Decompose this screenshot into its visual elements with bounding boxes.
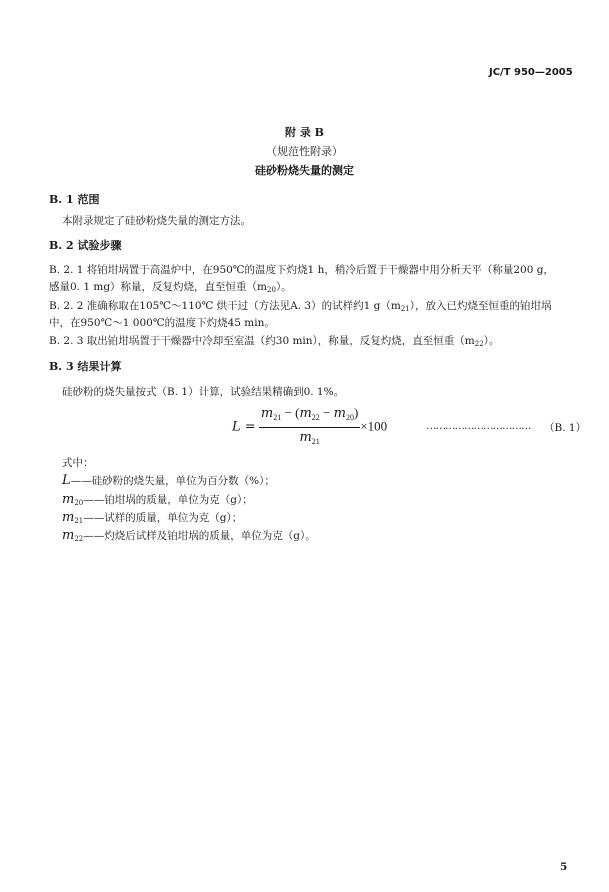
section-b1-body: 本附录规定了硅砂粉烧失量的测定方法。 xyxy=(62,215,251,227)
appendix-title: 附 录 B xyxy=(285,126,324,139)
clause-b23-line1: B. 2. 3 取出铂坩埚置于干燥器中冷却至室温（约30 min），称量，反复灼烧，直至恒重$(m_{22})$。 xyxy=(49,335,500,348)
section-b1-heading: B. 1 范围 xyxy=(49,193,100,206)
where-item: $m_{20}——$铂坩埚的质量，单位为克（g）； xyxy=(62,492,253,507)
clause-b22-line1: B. 2. 2 准确称取在105℃～110℃ 烘干过（方法见A. 3）的试样约1 $g(m_{21})$，放入已灼烧至恒重的铂坩埚 xyxy=(49,300,552,313)
section-b2-heading: B. 2 试验步骤 xyxy=(49,239,122,252)
page-number: 5 xyxy=(560,861,568,873)
formula-lhs: L = xyxy=(232,419,256,435)
formula-denominator: $m_{21}$ xyxy=(299,430,320,446)
clause-b22-line2: 中，在950℃～1 000℃的温度下灼烧45 min。 xyxy=(49,317,275,329)
where-item: L——硅砂粉的烧失量，单位为百分数（%）； xyxy=(62,473,275,488)
formula-ref-label: （B. 1） xyxy=(544,422,587,434)
appendix-name: 硅砂粉烧失量的测定 xyxy=(255,164,354,177)
clause-b21-line1: B. 2. 1 将铂坩埚置于高温炉中，在950℃的温度下灼烧1 h，稍冷后置于干燥器中用分析天平（称量200 g， xyxy=(49,264,554,276)
formula-ref-leader: …………………………… xyxy=(426,420,531,432)
section-b3-body: 硅砂粉的烧失量按式（B. 1）计算，试验结果精确到0. 1%。 xyxy=(62,386,345,398)
where-item: $m_{21}——$试样的质量，单位为克（g）； xyxy=(62,510,243,525)
section-b3-heading: B. 3 结果计算 xyxy=(49,360,122,373)
formula-fraction xyxy=(259,404,360,451)
formula-multiplier: ×100 xyxy=(360,418,388,434)
where-intro: 式中： xyxy=(62,457,94,469)
formula-numerator: $m_{21} - (m_{22} - m_{20})$ xyxy=(259,404,360,428)
formula-b1 xyxy=(232,404,387,451)
where-item: $m_{22}——$灼烧后试样及铂坩埚的质量，单位为克（g）。 xyxy=(62,528,316,543)
appendix-nature: （规范性附录） xyxy=(266,145,343,158)
doc-code: JC/T 950—2005 xyxy=(489,67,573,78)
clause-b21-line2: 感量0. 1 mg）称量，反复灼烧，直至恒重$(m_{20})$。 xyxy=(49,281,292,294)
